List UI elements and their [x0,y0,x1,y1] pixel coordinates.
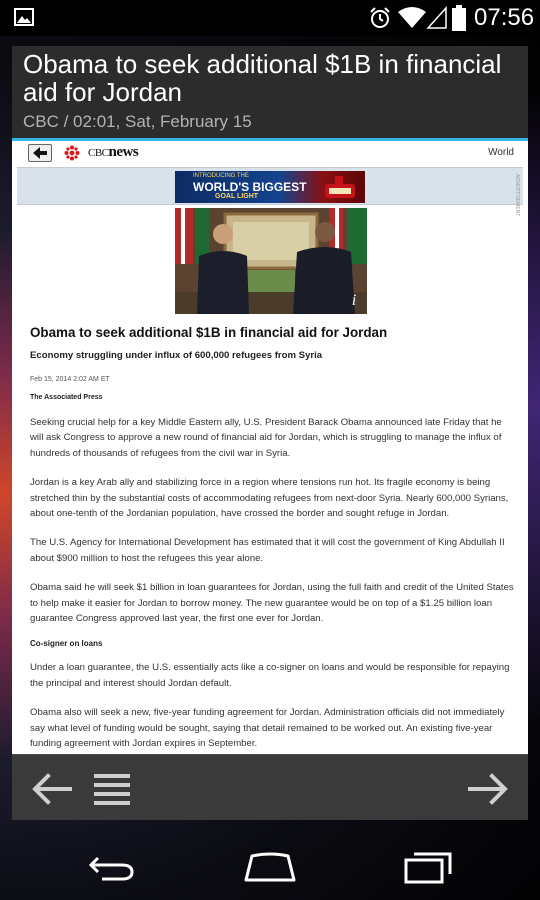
beer-bottle-icon [323,174,357,200]
article-paragraph: Obama also will seek a new, five-year funding agreement for Jordan. Administration officials did not immediately say what level of funding would be sought, saying that detail remained to be worked out. An existing five-year funding agreement with Jordan expires in September. [30,707,505,750]
brand-news: news [108,144,139,160]
web-view[interactable] [12,141,528,754]
arrow-right-icon[interactable] [466,771,510,807]
bottom-toolbar [12,754,528,820]
wifi-icon [398,6,426,30]
article-section-heading: Co-signer on loans [30,639,103,649]
status-bar [0,0,540,36]
ad-line1: INTRODUCING THE [193,173,249,179]
article-subhead: Economy struggling under influx of 600,000 refugees from Syria [30,350,323,361]
article-header [12,46,528,138]
arrow-left-icon[interactable] [30,771,74,807]
system-nav-bar [0,832,540,900]
nav-home-icon[interactable] [243,852,297,882]
ad-side-label: ADVERTISEMENT [514,174,520,217]
article-meta: CBC / 02:01, Sat, February 15 [23,112,252,131]
ad-strip [17,167,523,217]
article-content [30,325,514,752]
article-paragraph: The U.S. Agency for International Development has estimated that it will cost the government of King Abdullah II about $900 million to host the refugees this year alone. [30,537,505,564]
cbc-gem-logo [64,145,80,161]
section-link-world[interactable]: World [488,147,514,158]
photo-info-icon[interactable]: i [351,292,357,309]
list-icon[interactable] [92,772,132,806]
battery-icon [452,5,466,31]
ad-line2: WORLD'S BIGGEST [193,180,307,194]
signal-icon [426,6,448,30]
article-headline: Obama to seek additional $1B in financial aid for Jordan [30,325,388,340]
nav-recents-icon[interactable] [404,850,454,884]
article-byline: The Associated Press [30,394,103,401]
article-paragraph: Jordan is a key Arab ally and stabilizing force in a region where tensions run hot. Its fragile economy is being stretched thin by the substantial costs of accommodating refugees from next-door Syria. Nearly 600,000 Syrians, about one-tenth of the Jordanian population, have crossed the border and sought refuge in Jordan. [30,477,509,520]
article-dateline: Feb 15, 2014 2:02 AM ET [30,376,110,383]
ad-line3: GOAL LIGHT [215,193,259,200]
article-paragraph: Seeking crucial help for a key Middle Eastern ally, U.S. President Barack Obama announced late Friday that he will ask Congress to approve a new round of financial aid for Jordan, which is struggling to manage the influx of hundreds of thousands of refugees from the civil war in Syria. [30,417,502,459]
brand-cbc: CBC [88,147,109,159]
alarm-icon [368,6,392,30]
gallery-icon [14,8,34,26]
article-title: Obama to seek additional $1B in financial aid for Jordan [23,49,502,107]
ad-banner[interactable] [175,171,365,203]
nav-back-icon[interactable] [88,854,136,882]
article-paragraph: Obama said he will seek $1 billion in loan guarantees for Jordan, using the full faith and credit of the United States to help make it easier for Jordan to borrow money. The new guarantee would be on top of a $1.25 billion loan guarantee Congress approved last year, the first one ever for Jordan. [30,582,514,625]
article-paragraph: Under a loan guarantee, the U.S. essentially acts like a co-signer on loans and would be responsible for repaying the principal and interest should Jordan default. [30,662,510,689]
status-clock: 07:56 [474,4,535,31]
back-arrow-icon [29,145,51,161]
article-photo[interactable] [175,208,367,314]
cbc-site-bar [12,141,528,167]
site-back-button[interactable] [28,144,52,162]
cbc-news-logo[interactable] [88,144,138,161]
photo-illustration [175,208,367,314]
